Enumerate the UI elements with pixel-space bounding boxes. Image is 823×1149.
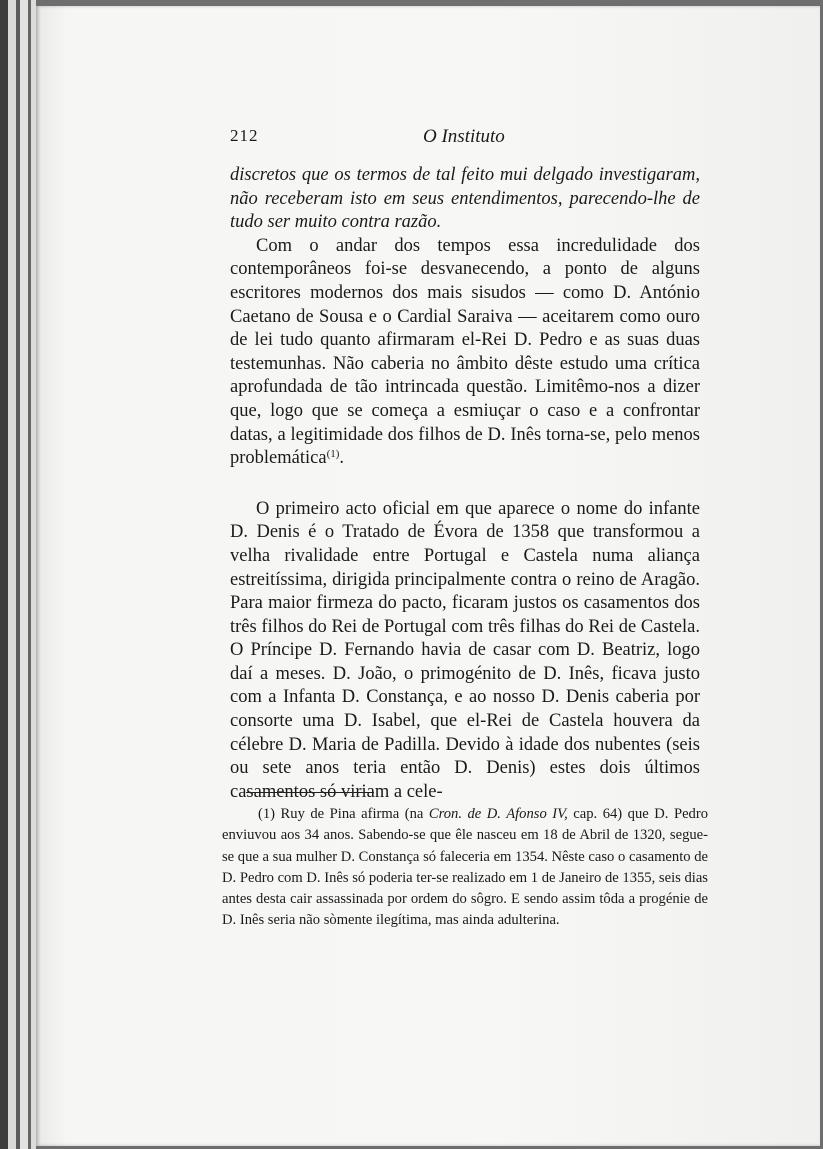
page-edge-strip: [8, 0, 16, 1149]
paragraph-incredulity-text: Com o andar dos tempos essa incredulidade dos contemporâneos foi-se desvanecendo, a ponto de alguns escritores modernos dos mais sisudos — como D. António Caetano de Sousa e o Cardial Saraiva — aceitarem como ouro de lei tudo quanto afirmaram el-Rei D. Pedro e as suas duas testemunhas. Não caberia no âmbito dêste estudo uma crítica aprofundada de tão intrincada questão. Limitêmo-nos a dizer que, logo que se começa a esmiuçar o caso e a confrontar datas, a legitimidade dos filhos de D. Inês torna-se, pelo menos problemática: [230, 235, 700, 469]
footnote-text-b: cap. 64) que D. Pedro enviuvou aos 34 anos. Sabendo-se que êle nasceu em 18 de Abril de 1320, segue-se que a sua mulher D. Constança só faleceria em 1354. Nêste caso o casamento de D. Pedro com D. Inês só poderia ter-se realizado em 1 de Janeiro de 1355, seis dias antes desta cair assassinada por ordem do sôgro. E sendo assim tôda a progénie de D. Inês seria não sòmente ilegítima, mas ainda adulterina.: [222, 806, 709, 929]
page-number: 212: [230, 126, 259, 145]
footnote-rule: [246, 792, 374, 793]
footnote-text-a: Ruy de Pina afirma (na: [275, 806, 429, 822]
running-head: O Instituto: [423, 126, 505, 147]
footnote: [222, 804, 708, 932]
page-edge-strip: [20, 0, 28, 1149]
footnote-text: [222, 804, 708, 932]
paragraph-gap: [230, 471, 700, 498]
footnote-marker: (1): [258, 806, 276, 822]
body-text: [230, 164, 700, 804]
page-header: [230, 126, 700, 150]
paragraph-treaty-evora: O primeiro acto oficial em que aparece o nome do infante D. Denis é o Tratado de Évora de 1358 que transformou a velha rivalidade entre Portugal e Castela numa aliança estreitíssima, dirigida principalmente contra o reino de Aragão. Para maior firmeza do pacto, ficaram justos os casamentos dos três filhos do Rei de Portugal com três filhas do Rei de Castela. O Príncipe D. Fernando havia de casar com D. Beatriz, logo daí a meses. D. João, o primogénito de D. Inês, ficava justo com a Infanta D. Constança, e ao nosso D. Denis caberia por consorte uma D. Isabel, que el-Rei de Castela houvera da célebre D. Maria de Padilla. Devido à idade dos nubentes (seis ou sete anos teria então D. Denis) estes dois últimos casamentos só viriam a cele-: [230, 498, 700, 802]
page-edge-strip: [0, 0, 8, 1149]
paragraph-incredulity: [230, 235, 700, 471]
paragraph-quote-continuation: discretos que os termos de tal feito mui delgado investigaram, não receberam isto em seus entendimentos, parecendo-lhe de tudo ser muito contra razão.: [230, 165, 700, 233]
footnote-reference: (1): [326, 448, 340, 461]
paragraph-end-period: .: [339, 448, 345, 469]
footnote-work-title: Cron. de D. Afonso IV,: [428, 806, 568, 822]
